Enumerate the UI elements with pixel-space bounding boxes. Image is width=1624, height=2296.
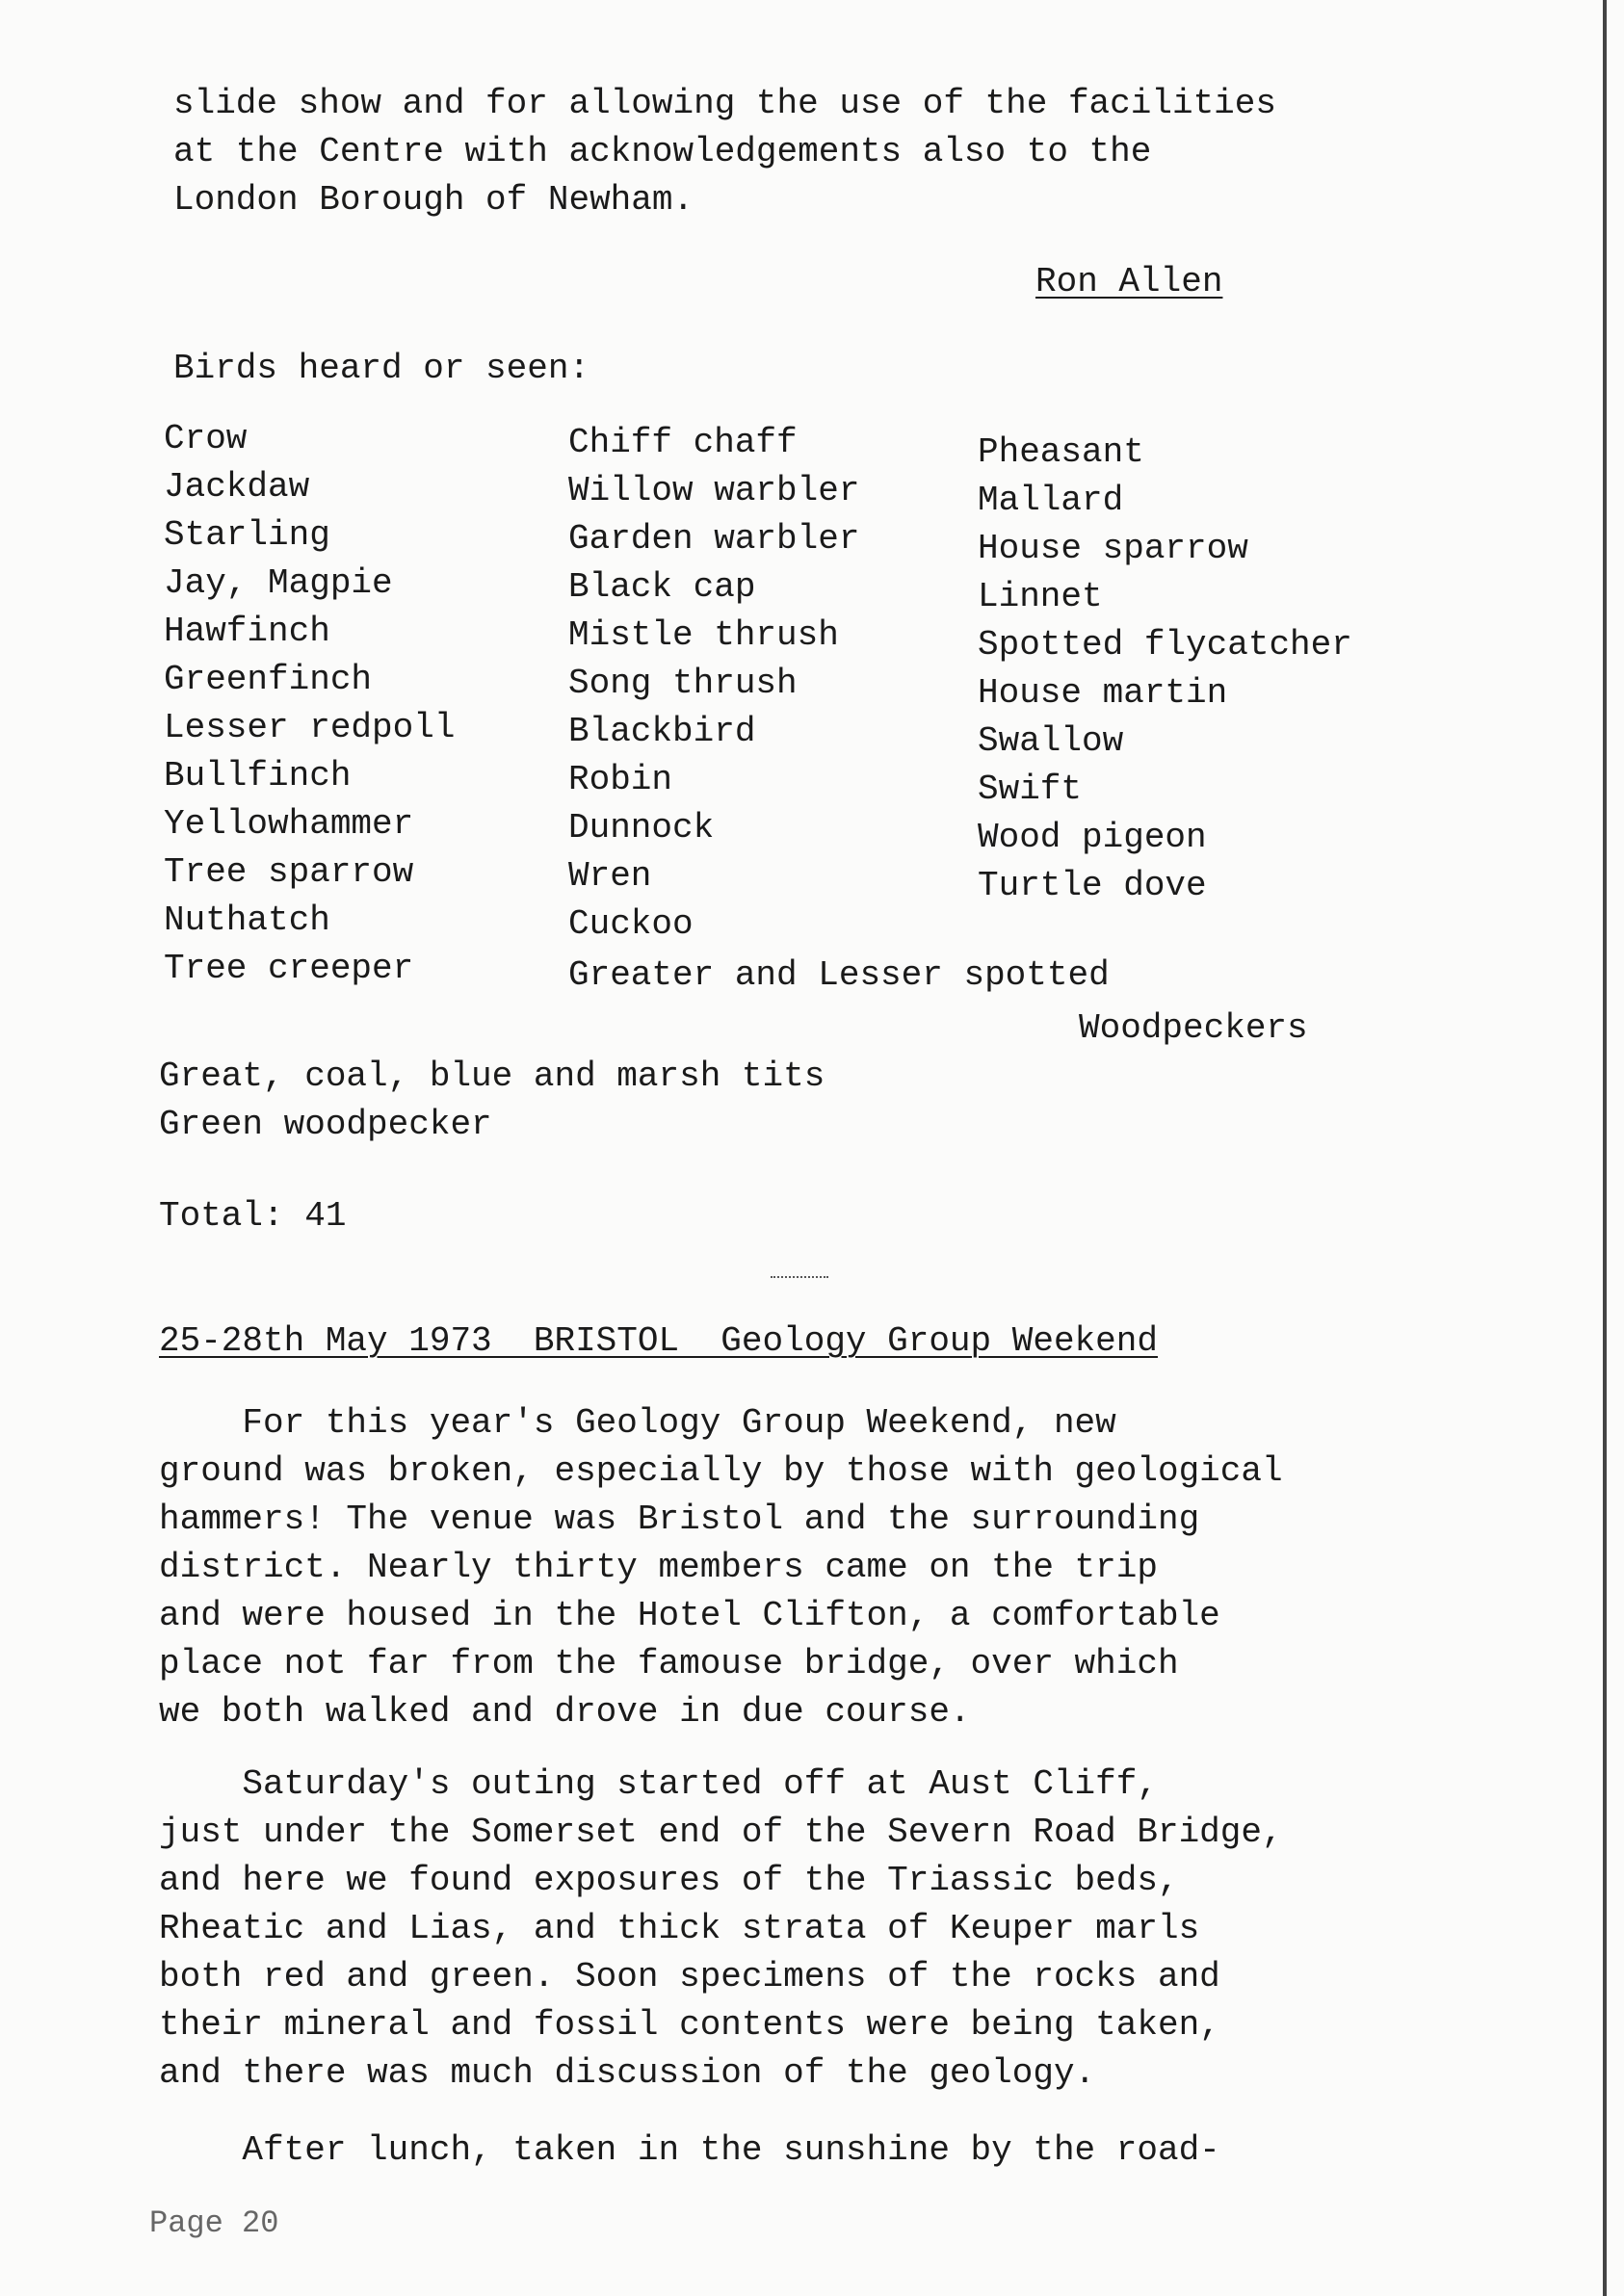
para1-line: hammers! The venue was Bristol and the surrounding <box>159 1500 1200 1539</box>
section-divider <box>771 1276 828 1280</box>
bird-item: Yellowhammer <box>164 804 414 844</box>
birds-heading: Birds heard or seen: <box>173 349 590 388</box>
para1-line: ground was broken, especially by those with geological <box>159 1451 1283 1491</box>
page-number: Page 20 <box>149 2205 279 2241</box>
bird-item: Turtle dove <box>978 866 1207 905</box>
intro-line-2: at the Centre with acknowledgements also to the <box>173 132 1152 171</box>
bird-item: House martin <box>978 673 1228 713</box>
para2-line: their mineral and fossil contents were being taken, <box>159 2005 1220 2045</box>
bird-item: Black cap <box>568 567 756 607</box>
bird-item: Nuthatch <box>164 900 330 940</box>
para1-line: For this year's Geology Group Weekend, new <box>159 1403 1116 1443</box>
bird-item: Robin <box>568 760 673 799</box>
woodpecker-line-2: Woodpeckers <box>1079 1008 1308 1048</box>
para1-line: we both walked and drove in due course. <box>159 1692 971 1732</box>
bird-item: Mistle thrush <box>568 615 839 655</box>
bird-item: Lesser redpoll <box>164 708 456 747</box>
bird-item: Swallow <box>978 721 1124 761</box>
bird-item: Greenfinch <box>164 660 373 699</box>
para1-line: and were housed in the Hotel Clifton, a comfortable <box>159 1596 1220 1635</box>
bird-item: Blackbird <box>568 712 756 751</box>
tits-line: Great, coal, blue and marsh tits <box>159 1057 825 1096</box>
bird-item: Linnet <box>978 577 1103 616</box>
bird-item: Jay, Magpie <box>164 563 393 603</box>
article-heading: 25-28th May 1973 BRISTOL Geology Group Weekend <box>159 1321 1158 1361</box>
bird-item: Pheasant <box>978 432 1144 472</box>
para2-line: both red and green. Soon specimens of the rocks and <box>159 1957 1220 1996</box>
green-woodpecker-line: Green woodpecker <box>159 1105 492 1144</box>
para1-line: place not far from the famouse bridge, over which <box>159 1644 1179 1683</box>
para2-line: just under the Somerset end of the Severn Road Bridge, <box>159 1813 1283 1852</box>
bird-item: House sparrow <box>978 529 1248 568</box>
woodpecker-line-1: Greater and Lesser spotted <box>568 955 1110 995</box>
bird-item: Crow <box>164 419 248 458</box>
bird-item: Tree creeper <box>164 949 414 988</box>
bird-item: Hawfinch <box>164 612 330 651</box>
para1-line: district. Nearly thirty members came on the trip <box>159 1548 1158 1587</box>
intro-line-1: slide show and for allowing the use of the facilities <box>173 84 1276 123</box>
bird-item: Wood pigeon <box>978 818 1207 857</box>
bird-item: Cuckoo <box>568 904 694 944</box>
bird-item: Chiff chaff <box>568 423 798 462</box>
bird-item: Garden warbler <box>568 519 860 559</box>
bird-item: Swift <box>978 770 1083 809</box>
para2-line: Rheatic and Lias, and thick strata of Keuper marls <box>159 1909 1200 1948</box>
author-signature: Ron Allen <box>1035 262 1223 301</box>
bird-item: Wren <box>568 856 652 896</box>
para3-line: After lunch, taken in the sunshine by the road- <box>159 2130 1220 2170</box>
para2-line: Saturday's outing started off at Aust Cliff, <box>159 1764 1158 1804</box>
bird-item: Jackdaw <box>164 467 310 507</box>
bird-item: Mallard <box>978 481 1124 520</box>
bird-item: Tree sparrow <box>164 852 414 892</box>
bird-item: Spotted flycatcher <box>978 625 1352 665</box>
bird-total: Total: 41 <box>159 1196 347 1236</box>
bird-item: Bullfinch <box>164 756 352 796</box>
para2-line: and here we found exposures of the Triassic beds, <box>159 1861 1179 1900</box>
bird-item: Starling <box>164 515 330 555</box>
bird-item: Willow warbler <box>568 471 860 510</box>
para2-line: and there was much discussion of the geology. <box>159 2053 1096 2093</box>
page-edge <box>1603 0 1607 2296</box>
intro-line-3: London Borough of Newham. <box>173 180 694 220</box>
bird-item: Song thrush <box>568 664 798 703</box>
bird-item: Dunnock <box>568 808 715 848</box>
